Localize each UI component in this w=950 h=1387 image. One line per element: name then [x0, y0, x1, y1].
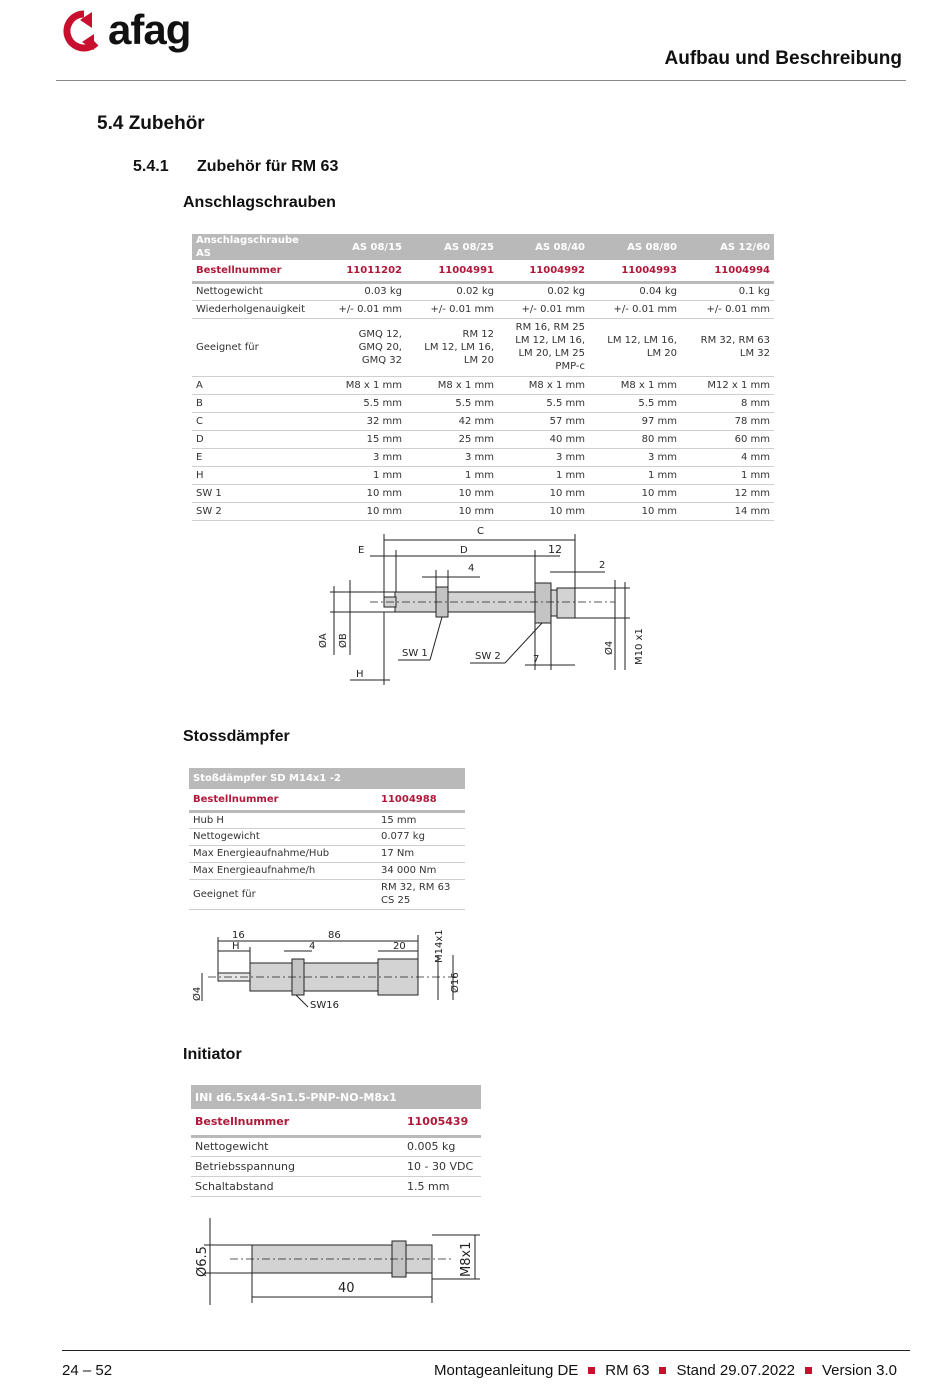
- order-number-row: [189, 789, 465, 811]
- anschlag-spec-table: [192, 234, 774, 521]
- row-label-cell: D: [192, 430, 314, 448]
- value-cell: 3 mm: [589, 448, 681, 466]
- value-cell: 0.077 kg: [377, 828, 465, 845]
- initiator-heading: Initiator: [183, 1046, 242, 1063]
- table-row: [192, 484, 774, 502]
- value-cell: 11004992: [498, 260, 589, 282]
- row-label-cell: Anschlagschraube AS: [192, 234, 314, 260]
- dim-2-label: 2: [599, 560, 606, 571]
- value-cell: +/- 0.01 mm: [406, 300, 498, 318]
- value-cell: GMQ 12, GMQ 20, GMQ 32: [314, 318, 406, 376]
- value-cell: 11004994: [681, 260, 774, 282]
- value-cell: 3 mm: [406, 448, 498, 466]
- dim-40-label: 40: [338, 1281, 355, 1296]
- value-cell: RM 16, RM 25 LM 12, LM 16, LM 20, LM 25 PMP-c: [498, 318, 589, 376]
- dim-20-label: 20: [393, 941, 406, 952]
- row-label-cell: H: [192, 466, 314, 484]
- value-cell: 14 mm: [681, 502, 774, 520]
- value-cell: RM 32, RM 63 CS 25: [377, 879, 465, 909]
- value-cell: 5.5 mm: [498, 394, 589, 412]
- row-label-cell: Bestellnummer: [189, 789, 377, 811]
- value-cell: LM 12, LM 16, LM 20: [589, 318, 681, 376]
- row-label-cell: E: [192, 448, 314, 466]
- section-title: Zubehör: [128, 113, 205, 134]
- value-cell: AS 08/15: [314, 234, 406, 260]
- m10-label: M10 x1: [634, 628, 645, 665]
- table-row: [192, 430, 774, 448]
- table-header-row: [191, 1085, 481, 1109]
- afag-logo: [58, 8, 218, 54]
- value-cell: 40 mm: [498, 430, 589, 448]
- anschlag-heading: Anschlagschrauben: [183, 194, 336, 211]
- footer-divider: [62, 1350, 910, 1351]
- value-cell: AS 08/25: [406, 234, 498, 260]
- value-cell: 1 mm: [498, 466, 589, 484]
- value-cell: 25 mm: [406, 430, 498, 448]
- value-cell: +/- 0.01 mm: [314, 300, 406, 318]
- value-cell: 11004993: [589, 260, 681, 282]
- table-row: [189, 811, 465, 828]
- dim-86-label: 86: [328, 930, 341, 941]
- sw1-label: SW 1: [402, 648, 428, 659]
- value-cell: 3 mm: [498, 448, 589, 466]
- row-label-cell: Betriebsspannung: [191, 1156, 403, 1176]
- stoss-heading: Stossdämpfer: [183, 728, 290, 745]
- row-label-cell: Geeignet für: [192, 318, 314, 376]
- table-row: [189, 828, 465, 845]
- table-row: [192, 448, 774, 466]
- table-row: [189, 879, 465, 909]
- table-header-row: [192, 234, 774, 260]
- row-label-cell: Geeignet für: [189, 879, 377, 909]
- row-label-cell: Max Energieaufnahme/h: [189, 862, 377, 879]
- table-header-row: [189, 768, 465, 789]
- value-cell: 32 mm: [314, 412, 406, 430]
- table-row: [192, 376, 774, 394]
- anschlag-drawing: [310, 520, 660, 690]
- value-cell: 0.005 kg: [403, 1136, 481, 1156]
- row-label-cell: SW 2: [192, 502, 314, 520]
- footer-doc: Montageanleitung DE: [434, 1362, 579, 1379]
- dim-16-label: 16: [232, 930, 245, 941]
- value-cell: +/- 0.01 mm: [681, 300, 774, 318]
- value-cell: 78 mm: [681, 412, 774, 430]
- value-cell: AS 08/40: [498, 234, 589, 260]
- value-cell: [377, 768, 465, 789]
- phi16-label: Ø16: [450, 972, 461, 993]
- value-cell: M8 x 1 mm: [406, 376, 498, 394]
- dim-4-label: 4: [468, 563, 475, 574]
- header-title: Aufbau und Beschreibung: [664, 48, 902, 69]
- value-cell: 34 000 Nm: [377, 862, 465, 879]
- value-cell: AS 08/80: [589, 234, 681, 260]
- value-cell: 10 mm: [406, 502, 498, 520]
- initiator-drawing: [190, 1215, 490, 1310]
- value-cell: AS 12/60: [681, 234, 774, 260]
- value-cell: 0.02 kg: [498, 282, 589, 300]
- table-row: [192, 282, 774, 300]
- table-row: [192, 300, 774, 318]
- value-cell: 0.04 kg: [589, 282, 681, 300]
- value-cell: 0.02 kg: [406, 282, 498, 300]
- dim-c-label: C: [477, 526, 484, 537]
- table-row: [191, 1136, 481, 1156]
- value-cell: 1 mm: [589, 466, 681, 484]
- value-cell: [403, 1085, 481, 1109]
- header-divider: [56, 80, 906, 81]
- row-label-cell: Nettogewicht: [191, 1136, 403, 1156]
- page-number: 24 – 52: [62, 1362, 113, 1379]
- row-label-cell: INI d6.5x44-Sn1.5-PNP-NO-M8x1: [191, 1085, 403, 1109]
- row-label-cell: Wiederholgenauigkeit: [192, 300, 314, 318]
- value-cell: 60 mm: [681, 430, 774, 448]
- value-cell: 10 mm: [314, 502, 406, 520]
- value-cell: 17 Nm: [377, 845, 465, 862]
- value-cell: M8 x 1 mm: [314, 376, 406, 394]
- phi-a-label: ØA: [318, 633, 329, 648]
- value-cell: +/- 0.01 mm: [589, 300, 681, 318]
- value-cell: 4 mm: [681, 448, 774, 466]
- value-cell: 15 mm: [377, 811, 465, 828]
- subsection-title: Zubehör für RM 63: [197, 158, 339, 175]
- value-cell: 5.5 mm: [589, 394, 681, 412]
- phi-4-label: Ø4: [604, 640, 615, 655]
- table-row: [191, 1156, 481, 1176]
- table-row: [192, 318, 774, 376]
- table-row: [189, 862, 465, 879]
- subsection-heading: [133, 158, 338, 176]
- value-cell: 10 mm: [498, 484, 589, 502]
- table-row: [189, 845, 465, 862]
- value-cell: 1 mm: [681, 466, 774, 484]
- value-cell: 15 mm: [314, 430, 406, 448]
- value-cell: 11005439: [403, 1109, 481, 1136]
- footer-date: Stand 29.07.2022: [676, 1362, 795, 1379]
- row-label-cell: Nettogewicht: [189, 828, 377, 845]
- row-label-cell: SW 1: [192, 484, 314, 502]
- dim-d-label: D: [460, 545, 468, 556]
- dim-12-label: 12: [548, 543, 562, 556]
- value-cell: 1 mm: [406, 466, 498, 484]
- value-cell: 10 mm: [589, 502, 681, 520]
- row-label-cell: B: [192, 394, 314, 412]
- value-cell: RM 32, RM 63 LM 32: [681, 318, 774, 376]
- table-row: [192, 394, 774, 412]
- square-bullet-icon: [805, 1367, 812, 1374]
- value-cell: 10 mm: [498, 502, 589, 520]
- sw16-label: SW16: [310, 1000, 339, 1011]
- stoss-spec-table: [189, 768, 465, 910]
- value-cell: 12 mm: [681, 484, 774, 502]
- row-label-cell: Schaltabstand: [191, 1176, 403, 1196]
- value-cell: 0.1 kg: [681, 282, 774, 300]
- dim-h-label: H: [356, 669, 364, 680]
- value-cell: M8 x 1 mm: [498, 376, 589, 394]
- value-cell: 11004991: [406, 260, 498, 282]
- square-bullet-icon: [588, 1367, 595, 1374]
- phi65-label: Ø6.5: [195, 1246, 210, 1277]
- table-row: [192, 412, 774, 430]
- stoss-drawing: [188, 925, 473, 1015]
- dim-7-label: 7: [533, 654, 540, 665]
- order-number-row: [191, 1109, 481, 1136]
- value-cell: 5.5 mm: [314, 394, 406, 412]
- footer-meta: [434, 1362, 897, 1379]
- dim-e-label: E: [358, 545, 365, 556]
- row-label-cell: Bestellnummer: [192, 260, 314, 282]
- value-cell: 1 mm: [314, 466, 406, 484]
- row-label-cell: Bestellnummer: [191, 1109, 403, 1136]
- dim-h-label: H: [232, 941, 240, 952]
- value-cell: M12 x 1 mm: [681, 376, 774, 394]
- logo-wordmark: afag: [108, 6, 191, 53]
- sw2-label: SW 2: [475, 651, 501, 662]
- row-label-cell: Stoßdämpfer SD M14x1 -2: [189, 768, 377, 789]
- square-bullet-icon: [659, 1367, 666, 1374]
- value-cell: 57 mm: [498, 412, 589, 430]
- m8-label: M8x1: [459, 1241, 474, 1277]
- footer-product: RM 63: [605, 1362, 650, 1379]
- phi-b-label: ØB: [338, 633, 349, 648]
- value-cell: 8 mm: [681, 394, 774, 412]
- footer-version: Version 3.0: [821, 1362, 897, 1379]
- value-cell: 0.03 kg: [314, 282, 406, 300]
- subsection-number: 5.4.1: [133, 158, 169, 175]
- value-cell: M8 x 1 mm: [589, 376, 681, 394]
- m14-label: M14x1: [434, 929, 445, 963]
- section-heading: [97, 113, 205, 135]
- value-cell: 10 mm: [589, 484, 681, 502]
- row-label-cell: Max Energieaufnahme/Hub: [189, 845, 377, 862]
- value-cell: 42 mm: [406, 412, 498, 430]
- table-row: [192, 466, 774, 484]
- afag-logo-mark: [58, 8, 108, 54]
- value-cell: 80 mm: [589, 430, 681, 448]
- value-cell: 11011202: [314, 260, 406, 282]
- row-label-cell: Hub H: [189, 811, 377, 828]
- value-cell: 11004988: [377, 789, 465, 811]
- dim-4-label: 4: [309, 941, 316, 952]
- value-cell: 10 mm: [314, 484, 406, 502]
- value-cell: +/- 0.01 mm: [498, 300, 589, 318]
- table-row: [191, 1176, 481, 1196]
- row-label-cell: C: [192, 412, 314, 430]
- value-cell: 10 - 30 VDC: [403, 1156, 481, 1176]
- row-label-cell: Nettogewicht: [192, 282, 314, 300]
- section-number: 5.4: [97, 113, 124, 134]
- phi4-label: Ø4: [192, 986, 203, 1001]
- table-row: [192, 502, 774, 520]
- initiator-spec-table: [191, 1085, 481, 1197]
- order-number-row: [192, 260, 774, 282]
- row-label-cell: A: [192, 376, 314, 394]
- value-cell: 1.5 mm: [403, 1176, 481, 1196]
- value-cell: 10 mm: [406, 484, 498, 502]
- value-cell: 97 mm: [589, 412, 681, 430]
- value-cell: 3 mm: [314, 448, 406, 466]
- value-cell: 5.5 mm: [406, 394, 498, 412]
- value-cell: RM 12 LM 12, LM 16, LM 20: [406, 318, 498, 376]
